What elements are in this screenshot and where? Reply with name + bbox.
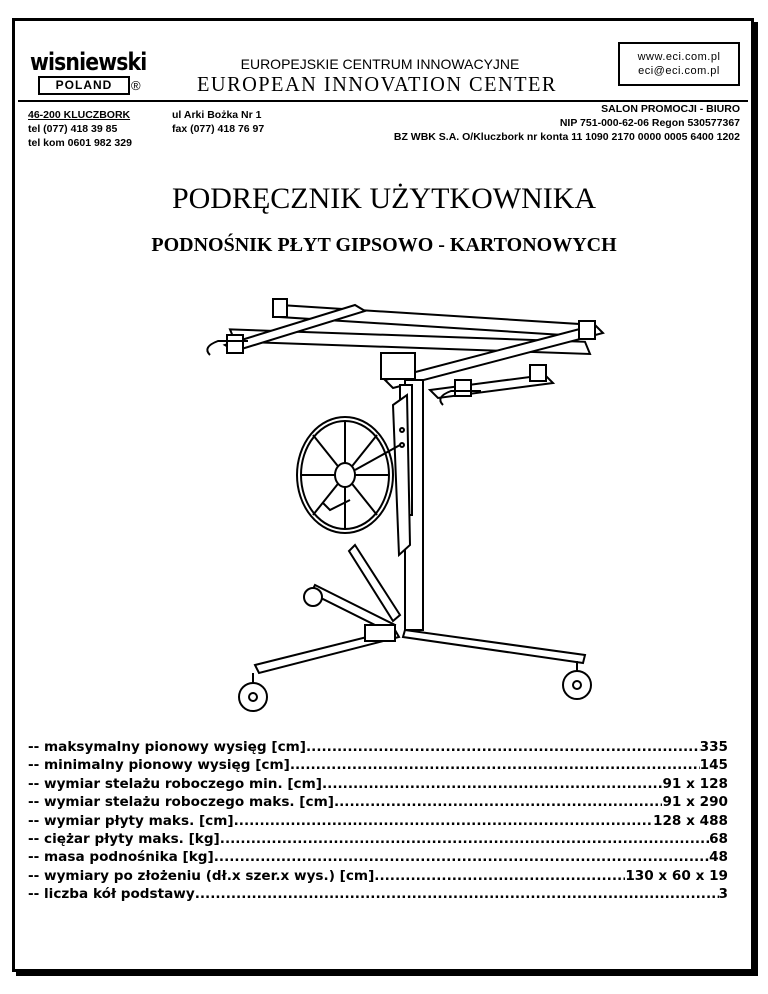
spec-label: -- wymiar płyty maks. [cm] xyxy=(28,812,234,829)
leader-dots xyxy=(334,793,663,811)
spec-value: 91 x 290 xyxy=(662,794,728,811)
spec-value: 91 x 128 xyxy=(662,775,728,792)
spec-label: -- liczba kół podstawy xyxy=(28,886,195,903)
spec-row xyxy=(28,830,728,848)
leader-dots xyxy=(234,812,653,830)
fax: fax (077) 418 76 97 xyxy=(172,123,265,135)
logo-country: POLAND xyxy=(38,76,130,95)
spec-label: -- wymiary po złożeniu (dł.x szer.x wys.) [cm] xyxy=(28,867,375,884)
spec-value: 130 x 60 x 19 xyxy=(625,867,728,884)
spec-label: -- minimalny pionowy wysięg [cm] xyxy=(28,757,290,774)
page-title: PODRĘCZNIK UŻYTKOWNIKA xyxy=(171,182,597,215)
spec-value: 145 xyxy=(699,757,728,774)
address-block-left xyxy=(28,108,132,150)
spec-value: 3 xyxy=(718,886,728,903)
mobile-phone: tel kom 0601 982 329 xyxy=(28,137,132,149)
company-name-english: EUROPEAN INNOVATION CENTER xyxy=(197,72,557,96)
spec-value: 68 xyxy=(709,831,728,848)
spec-value: 128 x 488 xyxy=(653,812,728,829)
winch-wheel xyxy=(297,417,400,533)
leader-dots xyxy=(220,830,709,848)
phone: tel (077) 418 39 85 xyxy=(28,123,118,135)
spec-row xyxy=(28,848,728,866)
bank-account: BZ WBK S.A. O/Kluczbork nr konta 11 1090 2170 0000 0005 6400 1202 xyxy=(393,131,740,143)
postal-address: 46-200 KLUCZBORK xyxy=(28,109,131,121)
company-logo xyxy=(30,42,152,94)
spec-label: -- wymiar stelażu roboczego maks. [cm] xyxy=(28,794,334,811)
contact-box xyxy=(618,42,740,86)
spec-row xyxy=(28,756,728,774)
company-name-polish: EUROPEJSKIE CENTRUM INNOWACYJNE xyxy=(240,56,520,72)
drywall-lift-illustration xyxy=(195,285,605,725)
spec-label: -- maksymalny pionowy wysięg [cm] xyxy=(28,739,307,755)
registered-mark: ® xyxy=(131,78,141,93)
leader-dots xyxy=(195,885,719,903)
spec-row xyxy=(28,793,728,811)
address-block-right xyxy=(394,102,740,144)
spec-row xyxy=(28,738,728,756)
logo-wordmark: wisniewski xyxy=(30,48,147,76)
street-address: ul Arki Bożka Nr 1 xyxy=(172,109,262,121)
spec-label: -- ciężar płyty maks. [kg] xyxy=(28,831,220,848)
spec-row xyxy=(28,885,728,903)
spec-row xyxy=(28,867,728,885)
spec-label: -- masa podnośnika [kg] xyxy=(28,849,214,866)
spec-value: 48 xyxy=(709,849,728,866)
leader-dots xyxy=(322,775,662,793)
spec-label: -- wymiar stelażu roboczego min. [cm] xyxy=(28,775,322,792)
spec-row xyxy=(28,812,728,830)
page-subtitle: PODNOŚNIK PŁYT GIPSOWO - KARTONOWYCH xyxy=(151,234,617,256)
spec-value: 335 xyxy=(699,739,728,755)
leader-dots xyxy=(290,756,700,774)
website-link[interactable]: www.eci.com.pl xyxy=(637,51,721,63)
nip-regon: NIP 751-000-62-06 Regon 530577367 xyxy=(559,117,740,129)
salon-label: SALON PROMOCJI - BIURO xyxy=(601,103,740,115)
spec-row xyxy=(28,775,728,793)
leader-dots xyxy=(374,867,625,885)
email-link[interactable]: eci@eci.com.pl xyxy=(638,65,720,77)
address-block-middle xyxy=(172,108,264,136)
mast xyxy=(393,380,423,630)
leader-dots xyxy=(214,848,709,866)
leader-dots xyxy=(306,738,700,756)
specifications-list xyxy=(28,738,728,904)
